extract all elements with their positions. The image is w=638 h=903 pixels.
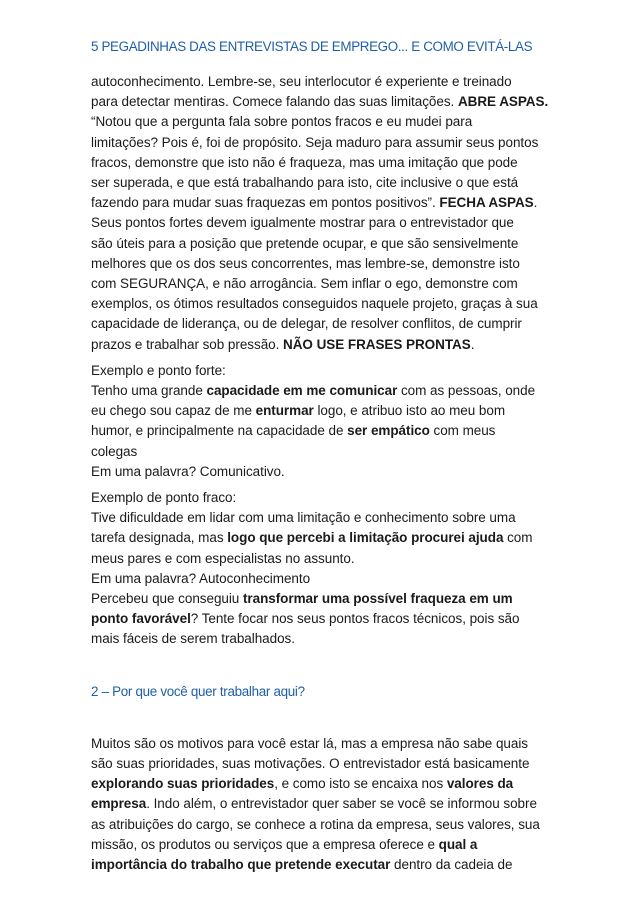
text-line <box>91 549 561 569</box>
text-line <box>91 381 561 401</box>
text-line <box>91 815 561 835</box>
text-line <box>91 508 561 528</box>
text-line <box>91 401 561 421</box>
text-run: prazos e trabalhar sob pressão. <box>91 336 284 352</box>
bold-text: enturmar <box>255 403 314 419</box>
bold-text: ponto favorável <box>91 611 191 627</box>
text-line <box>91 294 561 314</box>
text-line <box>91 794 561 814</box>
paragraph <box>91 361 561 482</box>
text-line <box>91 92 561 112</box>
text-line <box>91 589 561 609</box>
bold-text: qual a <box>438 836 478 852</box>
text-run: fazendo para mudar suas fraquezas em pontos positivos”. <box>91 195 440 211</box>
paragraph <box>91 72 561 355</box>
text-line <box>91 462 561 482</box>
text-run: humor, e principalmente na capacidade de <box>91 423 348 439</box>
text-line <box>91 609 561 629</box>
paragraph <box>91 734 561 875</box>
section-text <box>91 734 561 875</box>
text-line <box>91 335 561 355</box>
text-run: Em uma palavra? Comunicativo. <box>91 463 285 479</box>
text-line <box>91 442 561 462</box>
text-run: logo, e atribuo isto ao meu bom <box>313 403 506 419</box>
text-run: Tenho uma grande <box>91 383 207 399</box>
text-line <box>91 528 561 548</box>
text-line <box>91 112 561 132</box>
text-line <box>91 754 561 774</box>
text-line <box>91 774 561 794</box>
text-run: Tive dificuldade em lidar com uma limitação e conhecimento sobre uma <box>91 510 516 526</box>
document-page <box>91 38 561 881</box>
text-run: com <box>503 530 533 546</box>
text-line <box>91 234 561 254</box>
text-run: limitações? Pois é, foi de propósito. Seja maduro para assumir seus pontos <box>91 134 539 150</box>
text-line <box>91 153 561 173</box>
text-run: com SEGURANÇA, e não arrogância. Sem inflar o ego, demonstre com <box>91 276 518 292</box>
text-run: missão, os produtos ou serviços que a empresa oferece e <box>91 836 439 852</box>
text-run: dentro da cadeia de <box>390 856 513 872</box>
text-line <box>91 734 561 754</box>
section-heading: 2 – Por que você quer trabalhar aqui? <box>91 683 305 699</box>
text-line <box>91 133 561 153</box>
text-run: melhores que os dos seus concorrentes, mas lembre-se, demonstre isto <box>91 255 520 271</box>
text-line <box>91 835 561 855</box>
text-line <box>91 213 561 233</box>
text-run: . Indo além, o entrevistador quer saber se você se informou sobre <box>146 796 537 812</box>
text-run: mais fáceis de serem trabalhados. <box>91 631 295 647</box>
paragraph <box>91 488 561 650</box>
text-line <box>91 361 561 381</box>
text-line <box>91 855 561 875</box>
bold-text: explorando suas prioridades <box>91 776 275 792</box>
text-run: eu chego sou capaz de me <box>91 403 256 419</box>
text-line <box>91 173 561 193</box>
text-run: exemplos, os ótimos resultados conseguidos naquele projeto, graças à sua <box>91 296 538 312</box>
text-line <box>91 421 561 441</box>
text-run: Percebeu que conseguiu <box>91 591 243 607</box>
text-run: capacidade de liderança, ou de delegar, de resolver conflitos, de cumprir <box>91 316 522 332</box>
text-line <box>91 274 561 294</box>
body-text <box>91 72 561 650</box>
bold-text: transformar uma possível fraqueza em um <box>242 591 513 607</box>
text-run: colegas <box>91 443 138 459</box>
text-run: Exemplo de ponto fraco: <box>91 490 237 506</box>
text-line <box>91 72 561 92</box>
text-line <box>91 193 561 213</box>
text-run: autoconhecimento. Lembre-se, seu interlocutor é experiente e treinado <box>91 74 512 89</box>
bold-text: FECHA ASPAS <box>439 195 534 211</box>
text-run: , e como isto se encaixa nos <box>274 776 447 792</box>
bold-text: NÃO USE FRASES PRONTAS <box>283 336 471 352</box>
text-run: as atribuições do cargo, se conhece a rotina da empresa, seus valores, sua <box>91 816 540 832</box>
bold-text: importância do trabalho que pretende executar <box>91 856 391 872</box>
bold-text: ser empático <box>347 423 430 439</box>
text-run: ? Tente focar nos seus pontos fracos técnicos, pois são <box>190 611 520 627</box>
bold-text: capacidade em me comunicar <box>206 383 398 399</box>
text-run: . <box>533 195 538 211</box>
text-run: Exemplo e ponto forte: <box>91 362 226 378</box>
bold-text: logo que percebi a limitação procurei ajuda <box>227 530 504 546</box>
text-run: com meus <box>429 423 496 439</box>
text-run: tarefa designada, mas <box>91 530 228 546</box>
text-run: Em uma palavra? Autoconhecimento <box>91 570 311 586</box>
text-run: Muitos são os motivos para você estar lá, mas a empresa não sabe quais <box>91 735 528 751</box>
document-header-title: 5 PEGADINHAS DAS ENTREVISTAS DE EMPREGO... E COMO EVITÁ-LAS <box>91 39 533 54</box>
bold-text: ABRE ASPAS. <box>457 94 549 110</box>
text-line <box>91 254 561 274</box>
bold-text: empresa <box>91 796 147 812</box>
text-run: ser superada, e que está trabalhando para isto, cite inclusive o que está <box>91 175 519 191</box>
text-run: são úteis para a posição que pretende ocupar, e que são sensivelmente <box>91 235 519 251</box>
text-run: são suas prioridades, suas motivações. O entrevistador está basicamente <box>91 755 530 771</box>
text-run: “Notou que a pergunta fala sobre pontos fracos e eu mudei para <box>91 114 473 130</box>
bold-text: valores da <box>446 776 514 792</box>
text-run: com as pessoas, onde <box>397 383 536 399</box>
text-line <box>91 629 561 649</box>
text-line <box>91 314 561 334</box>
text-run: meus pares e com especialistas no assunto. <box>91 550 355 566</box>
text-run: para detectar mentiras. Comece falando das suas limitações. <box>91 94 458 110</box>
text-run: fracos, demonstre que isto não é fraqueza, mas uma imitação que pode <box>91 154 518 170</box>
text-line <box>91 488 561 508</box>
text-run: Seus pontos fortes devem igualmente mostrar para o entrevistador que <box>91 215 514 231</box>
text-run: . <box>470 336 475 352</box>
text-line <box>91 569 561 589</box>
